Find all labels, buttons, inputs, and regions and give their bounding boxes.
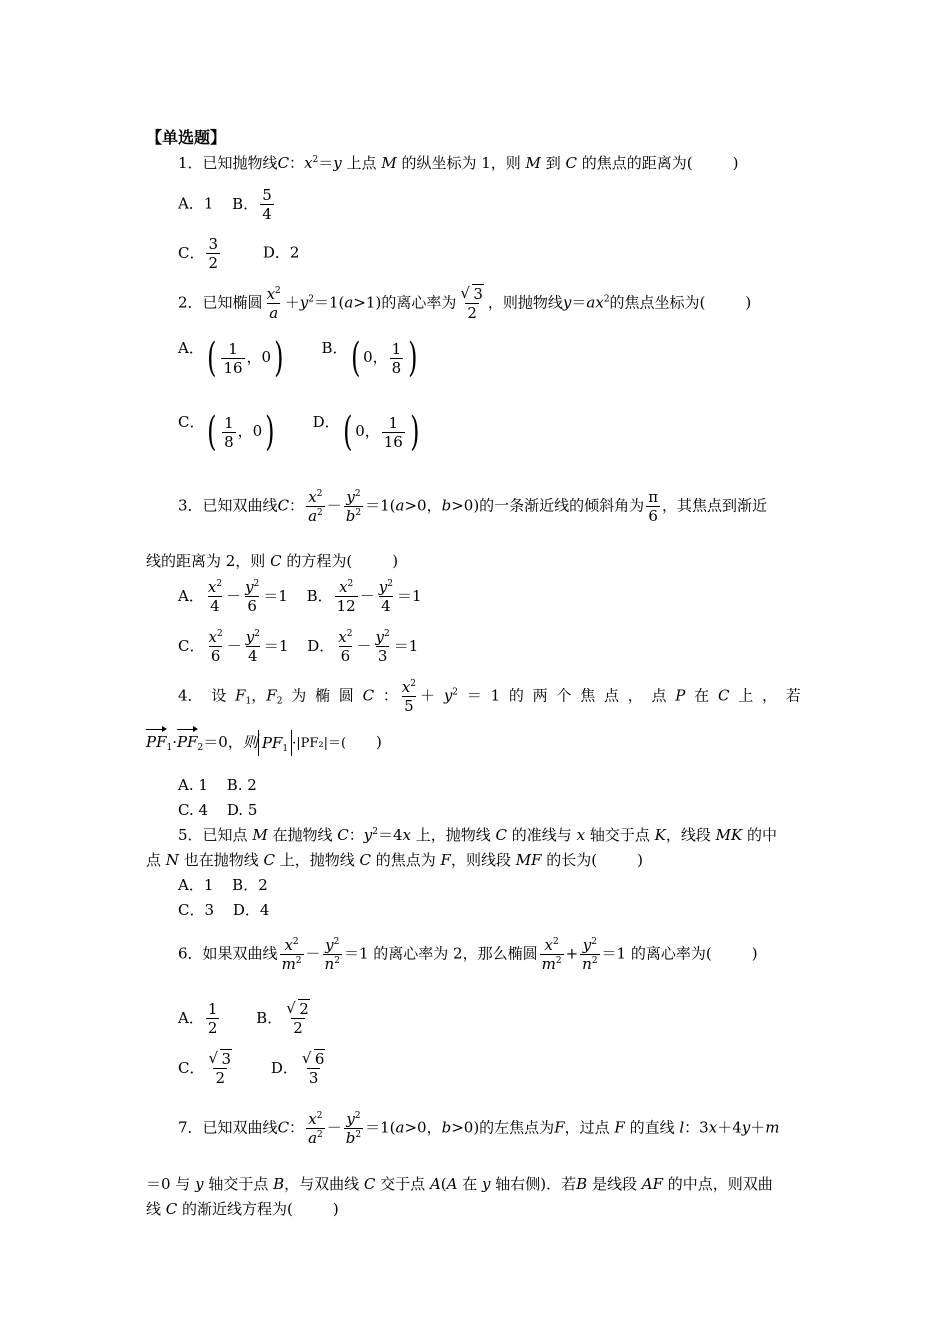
q6-options-cd	[178, 1050, 329, 1087]
q1-option-a[interactable]: A．1	[178, 194, 214, 213]
q5-option-b[interactable]: B．2	[232, 876, 268, 894]
question-2: 2．已知椭圆 $\frac{x^2}{a}$ $+y^2=1(a>1)$的离心率为 √ 3 2 ，则抛物线$y=ax^2$的焦点坐标为( )	[178, 284, 752, 322]
q2-option-d[interactable]: D．( 0， $\frac{1}{16}$ )	[312, 409, 420, 455]
q6-options-ab	[178, 1000, 314, 1037]
q6-option-a[interactable]: A． $\frac{1}{2}$	[178, 1000, 218, 1037]
q2-options-ab	[178, 335, 421, 381]
q6-option-b[interactable]: B． √ 2 2	[256, 999, 309, 1037]
question-7-cont: ＝0 与 y 轴交于点 B，与双曲线 C 交于点 A(A 在 y 轴右侧)．若B 是线段 AF 的中点，则双曲	[146, 1175, 773, 1193]
question-5-cont: 点 N 也在抛物线 C 上，抛物线 C 的焦点为 F，则线段 MF 的长为( )	[146, 851, 643, 869]
q5-option-c[interactable]: C．3	[178, 901, 215, 919]
question-7-cont-2: 线 C 的渐近线方程为( )	[146, 1200, 339, 1218]
question-6: 6．如果双曲线 $\frac{x^2}{m^2}$ － $\frac{y^2}{n^2}$ ＝1 的离心率为 2，那么椭圆 $\frac{x^2}{m^2}$ + $\frac{y^2}{n^2}$ ＝1 的离心率为( )	[178, 936, 758, 973]
q4-option-a[interactable]: A. 1	[178, 776, 208, 794]
q3-options-cd	[178, 628, 418, 665]
question-4: 4． 设 $F_1$，$F_2$ 为 椭 圆 C ： $\frac{x^2}{5}$ ＋ $y^2 = 1$ 的 两 个 焦 点 ， 点 P 在 C 上 ， 若	[178, 678, 801, 715]
q6-option-c[interactable]: C． √ 3 2	[178, 1049, 232, 1087]
question-1: 1．已知抛物线C：$x^2=y$ 上点 M 的纵坐标为 1，则 M 到 C 的焦点的距离为( )	[178, 154, 739, 172]
q2-option-a[interactable]: A．( $\frac{1}{16}$ ，0)	[178, 335, 284, 381]
question-3: 3．已知双曲线C： $\frac{x^2}{a^2}$ － $\frac{y^2}{b^2}$ ＝1(a>0，b>0)的一条渐近线的倾斜角为 $\frac{\pi}{6}$ ，其焦点到渐近	[178, 488, 768, 525]
q2-options-cd	[178, 409, 422, 455]
q5-options-ab	[178, 875, 268, 895]
section-title: 【单选题】	[146, 128, 227, 147]
q3-option-b[interactable]: B． $\frac{x^2}{12}$ － $\frac{y^2}{4}$ ＝1	[306, 578, 422, 615]
q5-options-cd	[178, 900, 269, 920]
question-3-cont: 线的距离为 2，则 C 的方程为( )	[146, 552, 399, 570]
q6-option-d[interactable]: D． √ 6 3	[270, 1049, 325, 1087]
q4-option-d[interactable]: D. 5	[226, 801, 258, 819]
q2-option-c[interactable]: C．( $\frac{1}{8}$ ，0)	[178, 409, 275, 455]
q1-option-c[interactable]: C． $\frac{3}{2}$	[178, 235, 219, 272]
q3-option-d[interactable]: D． $\frac{x^2}{6}$ － $\frac{y^2}{3}$ ＝1	[307, 628, 419, 665]
q4-option-c[interactable]: C. 4	[178, 801, 209, 819]
question-5: 5．已知点 M 在抛物线 C：$y^2=4x$ 上，抛物线 C 的准线与 x 轴交于点 K，线段 MK 的中	[178, 826, 777, 844]
q3-option-c[interactable]: C． $\frac{x^2}{6}$ － $\frac{y^2}{4}$ ＝1	[178, 628, 289, 665]
q3-options-ab	[178, 578, 422, 615]
q1-options-ab	[178, 186, 276, 223]
q4-options-cd	[178, 800, 257, 820]
q1-option-b[interactable]: B． $\frac{5}{4}$	[232, 186, 272, 223]
q1-options-cd	[178, 235, 299, 272]
question-7: 7．已知双曲线C： $\frac{x^2}{a^2}$ － $\frac{y^2}{b^2}$ ＝1(a>0，b>0)的左焦点为F，过点 F 的直线 l：3x＋4y＋m	[178, 1110, 780, 1147]
q5-option-d[interactable]: D．4	[232, 901, 270, 919]
q4-options-ab	[178, 775, 257, 795]
q4-option-b[interactable]: B. 2	[226, 776, 257, 794]
q2-option-b[interactable]: B．( 0， $\frac{1}{8}$ )	[321, 335, 418, 381]
q5-option-a[interactable]: A．1	[178, 876, 214, 894]
question-4-cont: $PF_1\cdot PF_2=0$，则 $PF_1 \cdot|PF_2|=$( )	[146, 730, 382, 756]
q3-option-a[interactable]: A． $\frac{x^2}{4}$ － $\frac{y^2}{6}$ ＝1	[178, 578, 288, 615]
q1-option-d[interactable]: D．2	[262, 243, 300, 262]
